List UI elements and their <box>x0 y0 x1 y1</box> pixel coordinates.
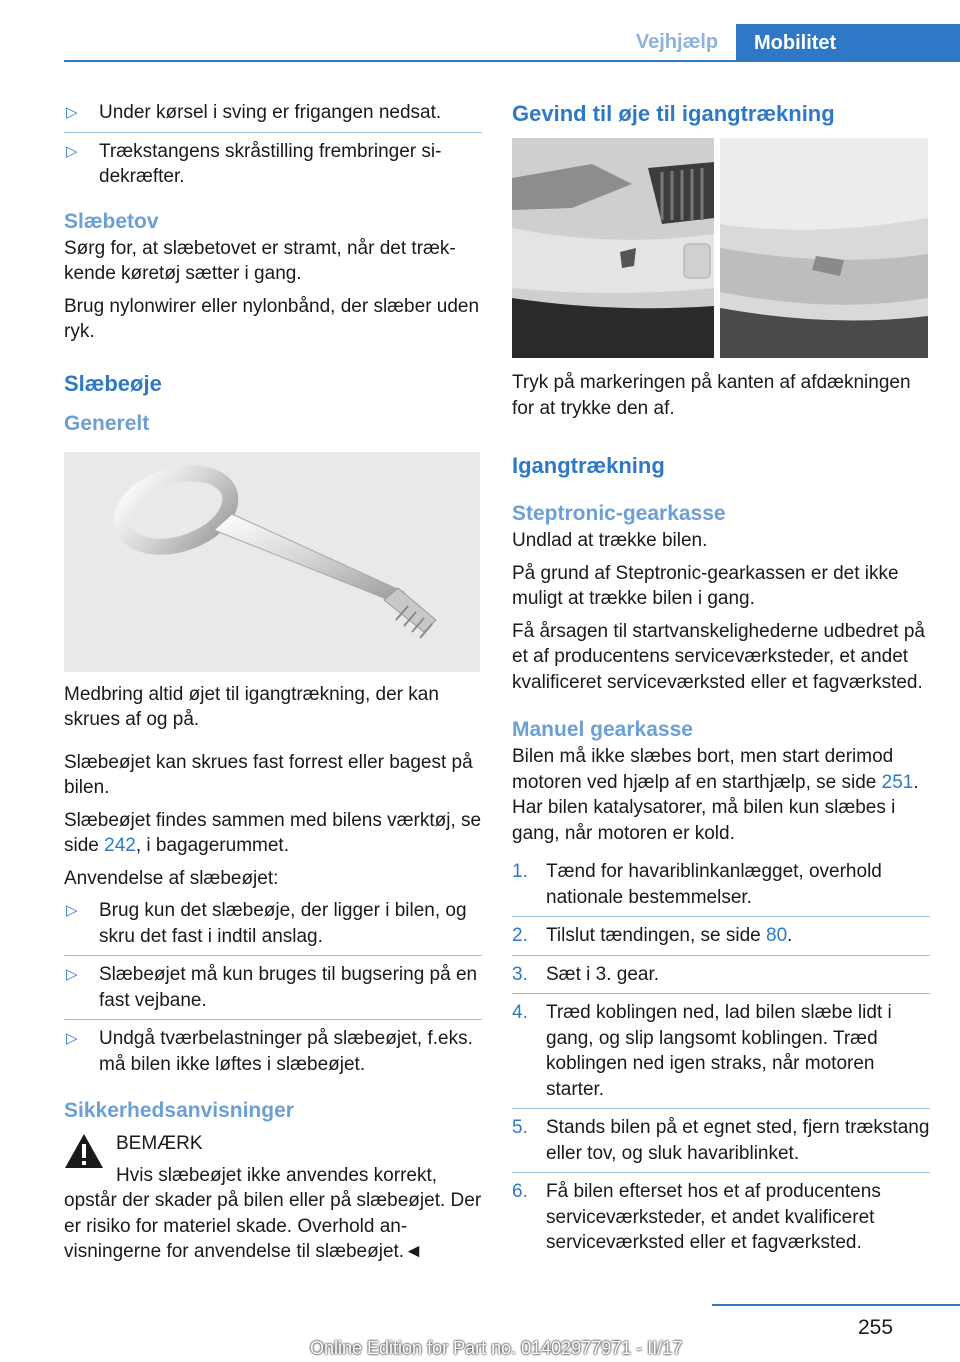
usage-bullet-list <box>64 898 482 1077</box>
paragraph: Slæbeøjet kan skrues fast forrest eller bagest på bilen. <box>64 751 473 798</box>
paragraph: Anvendelse af slæbeøjet: <box>64 867 279 889</box>
step-item: 3. Sæt i 3. gear. <box>512 962 930 995</box>
warning-box <box>64 1131 482 1265</box>
heading-gevind: Gevind til øje til igangtrækning <box>512 101 835 126</box>
list-item: ▷ Trækstangens skråstilling frembringer sidekræfter. <box>64 139 482 190</box>
step-item: 2. Tilslut tændingen, se side 80. <box>512 923 930 956</box>
heading-generelt: Generelt <box>64 411 150 435</box>
steps-list <box>512 859 930 1256</box>
paragraph: Brug nylonwirer eller nylonbånd, der slæber uden ryk. <box>64 295 480 342</box>
page-link-242[interactable]: 242 <box>104 835 136 856</box>
top-bullet-list <box>64 100 482 190</box>
page-link-251[interactable]: 251 <box>881 771 914 793</box>
paragraph: Undlad at trække bilen. <box>512 530 708 551</box>
tab-vejhjaelp[interactable]: Vejhjælp <box>635 31 719 53</box>
heading-sikkerhed: Sikkerhedsanvisninger <box>64 1099 294 1122</box>
page-number: 255 <box>858 1316 894 1339</box>
heading-igangtraekning: Igangtrækning <box>512 453 665 478</box>
tab-mobilitet[interactable]: Mobilitet <box>736 24 960 62</box>
list-item: ▷ Undgå tværbelastninger på slæbeøjet, f.eks. må bilen ikke løftes i slæbeøjet. <box>64 1026 482 1077</box>
header-rule <box>64 60 960 62</box>
warning-title: BEMÆRK <box>116 1133 203 1154</box>
list-item: ▷ Under kørsel i sving er frigangen nedsat. <box>64 100 482 133</box>
heading-steptronic: Steptronic-gearkasse <box>512 502 726 525</box>
list-item: ▷ Brug kun det slæbeøje, der ligger i bilen, og skru det fast i indtil anslag. <box>64 898 482 956</box>
step-item: 5. Stands bilen på et egnet sted, fjern trækstang eller tov, og sluk havariblinket. <box>512 1115 930 1173</box>
footer-edition: Online Edition for Part no. 01402977971 - II/17 <box>310 1338 683 1358</box>
step-item: 4. Træd koblingen ned, lad bilen slæbe lidt i gang, og slip langsomt koblingen. Træd koblingen ned igen straks, når motoren starter. <box>512 1000 930 1109</box>
car-bumper-image <box>512 138 928 358</box>
tow-eye-image <box>64 452 480 672</box>
paragraph: Medbring altid øjet til igangtrækning, der kan skrues af og på. <box>64 683 439 730</box>
warning-icon <box>64 1133 104 1169</box>
paragraph: Sørg for, at slæbetovet er stramt, når det trækkende køretøj sætter i gang. <box>64 237 456 284</box>
list-item: ▷ Slæbeøjet må kun bruges til bugsering på en fast vejbane. <box>64 962 482 1020</box>
heading-slaeboeje: Slæbeøje <box>64 370 162 396</box>
step-item: 6. Få bilen efterset hos et af producentens serviceværksteder, et andet kvalificeret serviceværksted eller et fagværksted. <box>512 1181 881 1253</box>
left-column <box>64 100 482 1265</box>
heading-manuel: Manuel gearkasse <box>512 718 693 741</box>
warning-text: Hvis slæbeøjet ikke anvendes korrekt, opstår der skader på bilen eller på slæbeøjet. Der er risiko for materiel skade. Overhold anvisningerne for anvendelse til slæbeøjet.◄ <box>64 1164 482 1262</box>
paragraph: På grund af Steptronic-gearkassen er det ikke muligt at trække bilen i gang. <box>512 562 899 609</box>
paragraph: Få årsagen til startvanskelighederne udbedret på et af producentens serviceværksteder, et andet kvalificeret serviceværksted eller et fagværksted. <box>512 620 925 693</box>
step-item: 1. Tænd for havariblinkanlægget, overhold nationale bestemmelser. <box>512 859 930 917</box>
page-link-80[interactable]: 80 <box>766 925 788 946</box>
right-column <box>512 100 930 1262</box>
paragraph: Bilen må ikke slæbes bort, men start derimod motoren ved hjælp af en starthjælp, se side 251. Har bilen katalysatorer, må bilen kun slæbes i gang, når motoren er kold. <box>512 746 919 844</box>
footer-rule <box>712 1304 960 1306</box>
paragraph: Slæbeøjet findes sammen med bilens værktøj, se side 242, i bagagerummet. <box>64 809 482 856</box>
paragraph: Tryk på markeringen på kanten af afdækningen for at trykke den af. <box>512 372 911 419</box>
heading-slaebetov: Slæbetov <box>64 209 159 233</box>
